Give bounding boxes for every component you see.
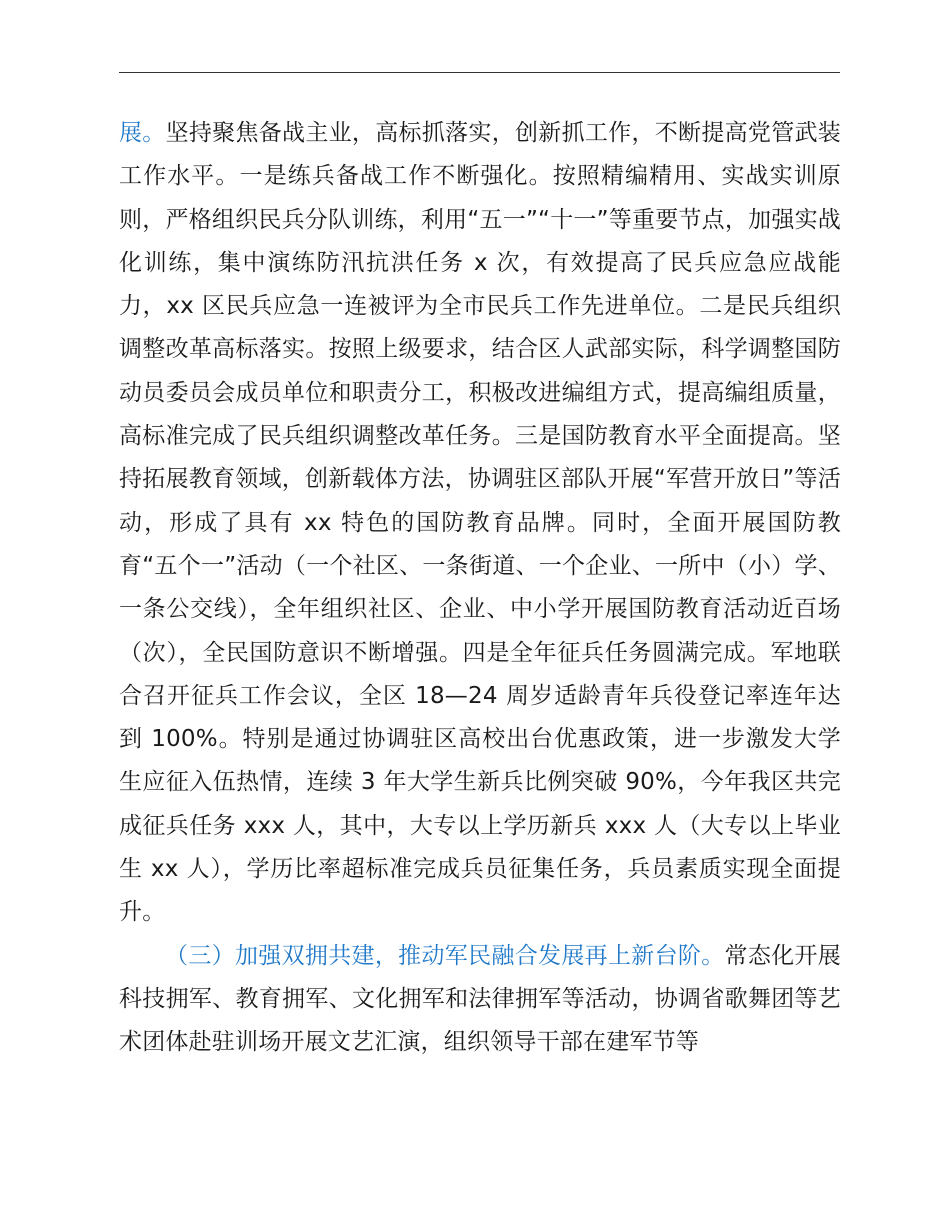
paragraph-body-text: 常态化开展科技拥军、教育拥军、文化拥军和法律拥军等活动，协调省歌舞团等艺术团体赴驻训场开展文艺汇演，组织领导干部在建军节等 [119,942,842,1056]
document-body [119,112,841,1065]
paragraph-section-3 [119,935,841,1065]
paragraph-body-text: 坚持聚焦备战主业，高标抓落实，创新抓工作，不断提高党管武装工作水平。一是练兵备战工作不断强化。按照精编精用、实战实训原则，严格组织民兵分队训练，利用“五一”“十一”等重要节点，加强实战化训练，集中演练防汛抗洪任务 x 次，有效提高了民兵应急应战能力，xx 区民兵应急一连被评为全市民兵工作先进单位。二是民兵组织调整改革高标落实。按照上级要求，结合区人武部实际，科学调整国防动员委员会成员单位和职责分工，积极改进编组方式，提高编组质量，高标准完成了民兵组织调整改革任务。三是国防教育水平全面提高。坚持拓展教育领域，创新载体方法，协调驻区部队开展“军营开放日”等活动，形成了具有 xx 特色的国防教育品牌。同时，全面开展国防教育“五个一”活动（一个社区、一条街道、一个企业、一所中（小）学、一条公交线），全年组织社区、企业、中小学开展国防教育活动近百场（次），全民国防意识不断增强。四是全年征兵任务圆满完成。军地联合召开征兵工作会议，全区 18—24 周岁适龄青年兵役登记率连年达到 100%。特别是通过协调驻区高校出台优惠政策，进一步激发大学生应征入伍热情，连续 3 年大学生新兵比例突破 90%，今年我区共完成征兵任务 xxx 人，其中，大专以上学历新兵 xxx 人（大专以上毕业生 xx 人），学历比率超标准完成兵员征集任务，兵员素质实现全面提升。 [119,120,841,926]
paragraph-lead-text: 展。 [119,120,166,146]
section-heading-3: （三）加强双拥共建，推动军民融合发展再上新台阶。 [165,942,725,969]
paragraph-continuation [119,112,841,935]
header-rule [119,72,840,73]
